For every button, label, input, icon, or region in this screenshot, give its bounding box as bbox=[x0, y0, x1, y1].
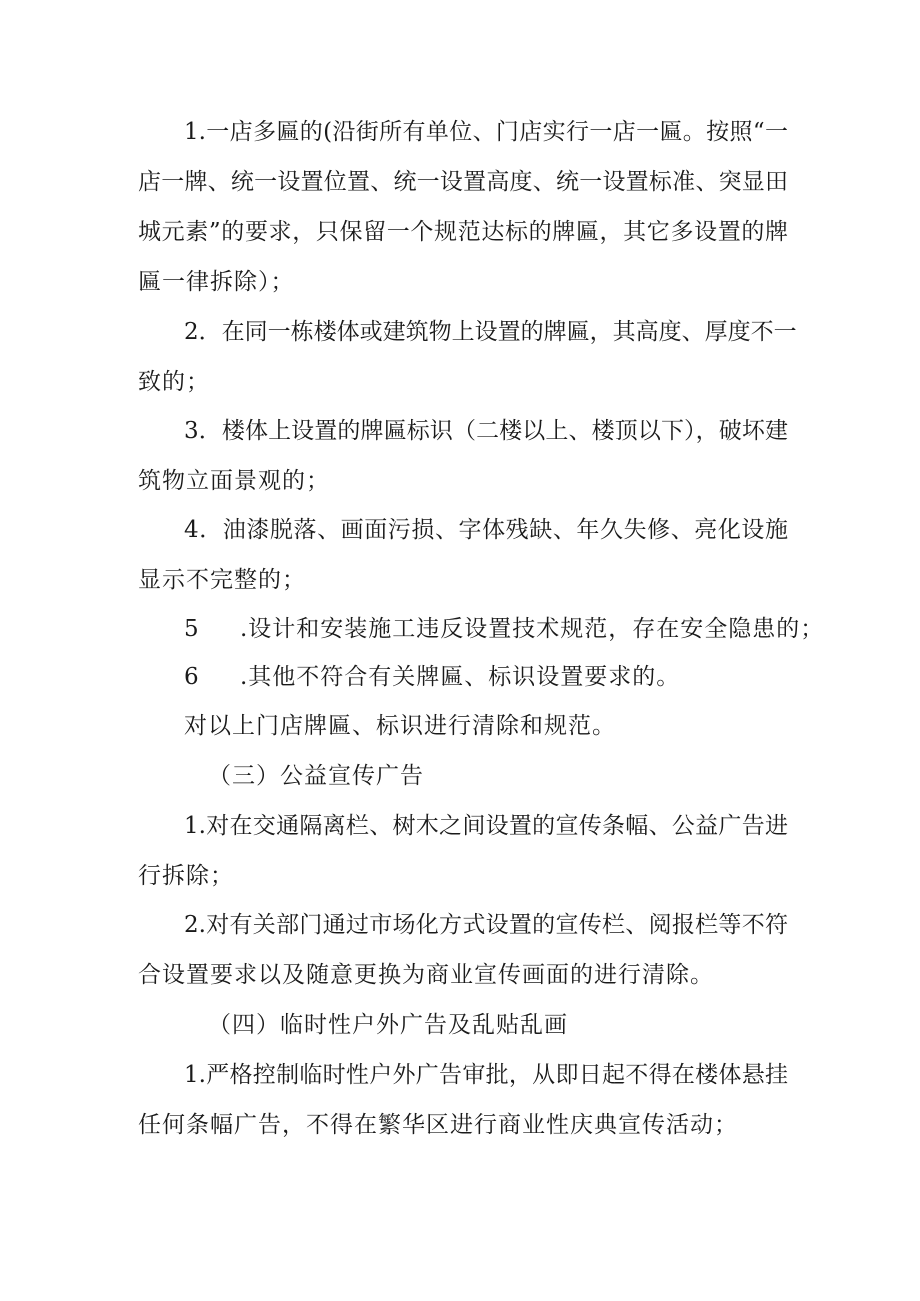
paragraph-1-line-4: 匾一律拆除）； bbox=[138, 269, 295, 295]
paragraph-4-line-1: 4．油漆脱落、画面污损、字体残缺、年久失修、亮化设施 bbox=[184, 517, 788, 543]
section-4-heading: （四）临时性户外广告及乱贴乱画 bbox=[208, 1012, 568, 1038]
section-3-heading: （三）公益宣传广告 bbox=[208, 763, 424, 789]
section-3-paragraph-2-line-2: 合设置要求以及随意更换为商业宣传画面的进行清除。 bbox=[138, 962, 714, 988]
section-4-paragraph-1-line-2: 任何条幅广告，不得在繁华区进行商业性庆典宣传活动； bbox=[138, 1112, 738, 1138]
paragraph-7: 对以上门店牌匾、标识进行清除和规范。 bbox=[184, 713, 616, 739]
section-3-paragraph-1-line-1: 1.对在交通隔离栏、树木之间设置的宣传条幅、公益广告进 bbox=[184, 813, 788, 839]
section-3-paragraph-2-line-1: 2.对有关部门通过市场化方式设置的宣传栏、阅报栏等不符 bbox=[184, 912, 788, 938]
paragraph-2-line-1: 2．在同一栋楼体或建筑物上设置的牌匾，其高度、厚度不一 bbox=[184, 319, 797, 345]
paragraph-5-text: .设计和安装施工违反设置技术规范，存在安全隐患的； bbox=[240, 616, 825, 642]
paragraph-6-text: .其他不符合有关牌匾、标识设置要求的。 bbox=[240, 664, 681, 690]
paragraph-3-line-2: 筑物立面景观的； bbox=[138, 468, 330, 494]
paragraph-5 bbox=[184, 614, 824, 644]
paragraph-3-line-1: 3．楼体上设置的牌匾标识（二楼以上、楼顶以下），破坏建 bbox=[184, 418, 788, 444]
section-4-paragraph-1-line-1: 1.严格控制临时性户外广告审批，从即日起不得在楼体悬挂 bbox=[184, 1062, 788, 1088]
paragraph-1-line-2: 店一牌、统一设置位置、统一设置高度、统一设置标准、突显田 bbox=[138, 169, 788, 195]
paragraph-6-number: 6 bbox=[184, 664, 200, 690]
paragraph-1-line-3: 城元素”的要求，只保留一个规范达标的牌匾，其它多设置的牌 bbox=[138, 219, 788, 245]
paragraph-2-line-2: 致的； bbox=[138, 369, 210, 395]
paragraph-5-number: 5 bbox=[184, 616, 200, 642]
paragraph-1-line-1: 1.一店多匾的(沿街所有单位、门店实行一店一匾。按照“一 bbox=[184, 119, 788, 145]
paragraph-6 bbox=[184, 662, 680, 692]
paragraph-4-line-2: 显示不完整的； bbox=[138, 567, 306, 593]
section-3-paragraph-1-line-2: 行拆除； bbox=[138, 863, 234, 889]
